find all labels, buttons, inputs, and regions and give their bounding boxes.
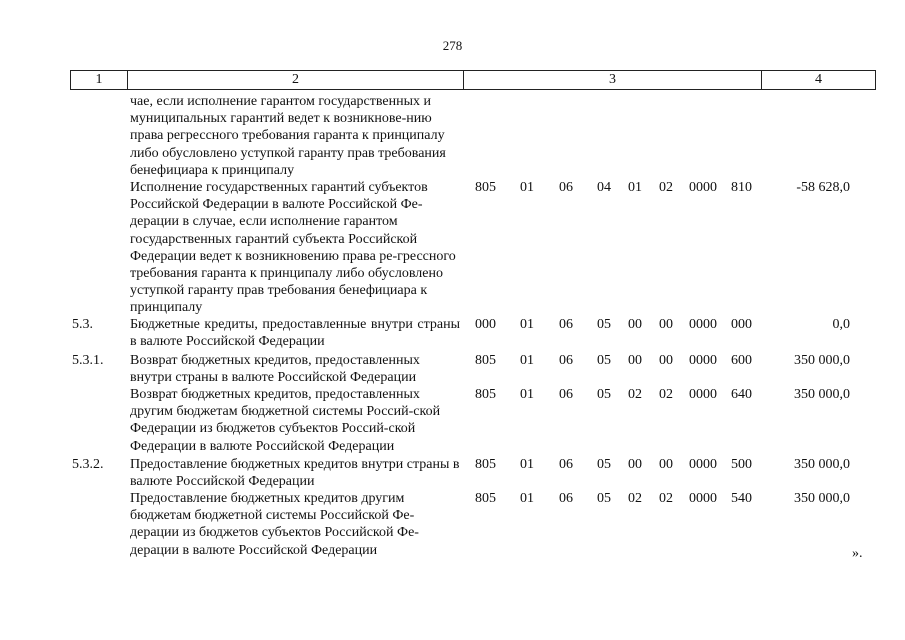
code-subarticle: 01 xyxy=(628,180,642,195)
code-kosgu: 000 xyxy=(731,317,752,332)
code-article: 05 xyxy=(597,353,611,368)
code-article: 04 xyxy=(597,180,611,195)
code-kosgu: 640 xyxy=(731,387,752,402)
code-program: 0000 xyxy=(689,387,717,402)
code-subarticle: 00 xyxy=(628,317,642,332)
code-kosgu: 540 xyxy=(731,491,752,506)
header-col-2: 2 xyxy=(128,71,464,89)
code-group: 01 xyxy=(520,457,534,472)
code-article: 05 xyxy=(597,491,611,506)
code-article: 05 xyxy=(597,387,611,402)
row-amount: 350 000,0 xyxy=(794,387,850,402)
code-element: 02 xyxy=(659,387,673,402)
code-subarticle: 00 xyxy=(628,457,642,472)
row-description: Возврат бюджетных кредитов, предоставленных другим бюджетам бюджетной системы Россий-ской Федерации из бюджетов субъектов Россий-ской Федерации в валюте Российской Федерации xyxy=(130,387,441,454)
code-subarticle: 02 xyxy=(628,387,642,402)
row-description: чае, если исполнение гарантом государственных и муниципальных гарантий ведет к возникнове-нию права регрессного требования гаранта к принципалу либо обусловлено уступкой гаранту прав требования бенефициара к принципалу xyxy=(130,94,446,178)
row-description: Предоставление бюджетных кредитов внутри страны в валюте Российской Федерации xyxy=(130,457,460,490)
code-subarticle: 00 xyxy=(628,353,642,368)
code-kosgu: 500 xyxy=(731,457,752,472)
code-group: 01 xyxy=(520,180,534,195)
code-subgroup: 06 xyxy=(559,457,573,472)
code-admin: 805 xyxy=(475,180,496,195)
code-group: 01 xyxy=(520,387,534,402)
code-subgroup: 06 xyxy=(559,317,573,332)
row-amount: 350 000,0 xyxy=(794,457,850,472)
code-subgroup: 06 xyxy=(559,353,573,368)
code-article: 05 xyxy=(597,457,611,472)
row-codes xyxy=(460,456,760,474)
row-codes xyxy=(460,490,760,508)
code-admin: 805 xyxy=(475,491,496,506)
row-codes xyxy=(460,386,760,404)
code-subgroup: 06 xyxy=(559,491,573,506)
code-admin: 805 xyxy=(475,457,496,472)
code-program: 0000 xyxy=(689,491,717,506)
code-element: 02 xyxy=(659,180,673,195)
code-kosgu: 810 xyxy=(731,180,752,195)
code-program: 0000 xyxy=(689,317,717,332)
table-header-row xyxy=(70,70,876,90)
closing-quote-mark: ». xyxy=(852,546,863,561)
row-amount: 350 000,0 xyxy=(794,491,850,506)
code-program: 0000 xyxy=(689,353,717,368)
row-amount: -58 628,0 xyxy=(796,180,850,195)
row-description: Исполнение государственных гарантий субъектов Российской Федерации в валюте Российской Фе-дерации в случае, если исполнение гарантом государственных гарантий субъекта Российской Федерации ведет к возникновению права ре-грессного требования гаранта к принципалу либо обусловлено уступкой гаранту прав требования бенефициара к принципалу xyxy=(130,180,456,316)
code-program: 0000 xyxy=(689,457,717,472)
row-number: 5.3.1. xyxy=(72,353,104,368)
code-program: 0000 xyxy=(689,180,717,195)
row-codes xyxy=(460,179,760,197)
page-number: 278 xyxy=(442,38,463,53)
code-group: 01 xyxy=(520,317,534,332)
row-codes xyxy=(460,352,760,370)
row-description: Бюджетные кредиты, предоставленные внутри страны в валюте Российской Федерации xyxy=(130,317,460,350)
code-element: 02 xyxy=(659,491,673,506)
row-amount: 350 000,0 xyxy=(794,353,850,368)
code-group: 01 xyxy=(520,353,534,368)
code-kosgu: 600 xyxy=(731,353,752,368)
header-col-3: 3 xyxy=(464,71,762,89)
code-admin: 000 xyxy=(475,317,496,332)
code-group: 01 xyxy=(520,491,534,506)
row-amount: 0,0 xyxy=(832,317,850,332)
code-element: 00 xyxy=(659,317,673,332)
header-col-1: 1 xyxy=(71,71,128,89)
code-element: 00 xyxy=(659,457,673,472)
header-col-4: 4 xyxy=(815,72,822,87)
row-codes xyxy=(460,316,760,334)
row-description: Предоставление бюджетных кредитов другим бюджетам бюджетной системы Российской Фе-дерации из бюджетов субъектов Российской Фе-дерации в валюте Российской Федерации xyxy=(130,491,419,558)
code-subgroup: 06 xyxy=(559,387,573,402)
code-subarticle: 02 xyxy=(628,491,642,506)
row-number: 5.3. xyxy=(72,317,93,332)
code-admin: 805 xyxy=(475,353,496,368)
row-number: 5.3.2. xyxy=(72,457,104,472)
code-element: 00 xyxy=(659,353,673,368)
code-admin: 805 xyxy=(475,387,496,402)
row-description: Возврат бюджетных кредитов, предоставленных внутри страны в валюте Российской Федерации xyxy=(130,353,420,386)
code-article: 05 xyxy=(597,317,611,332)
code-subgroup: 06 xyxy=(559,180,573,195)
